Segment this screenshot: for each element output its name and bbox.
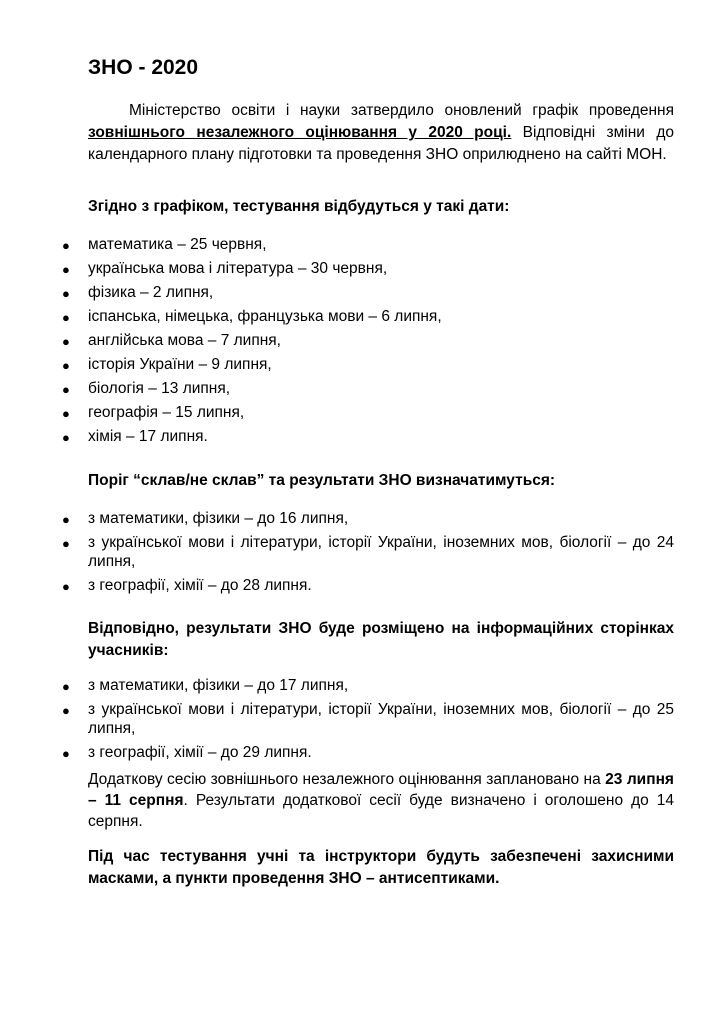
extra-session-text-end: . Результати додаткової сесії буде визначено і оголошено до 14 серпня. <box>88 792 674 830</box>
bullet-icon: ● <box>62 703 70 718</box>
bullet-icon: ● <box>62 512 70 527</box>
bullet-icon: ● <box>62 262 70 277</box>
safety-note: Під час тестування учні та інструктори будуть забезпечені захисними масками, а пункти проведення ЗНО – антисептиками. <box>88 848 674 887</box>
schedule-list <box>62 235 674 451</box>
list-item: ● українська мова і література – 30 червня, <box>62 259 674 278</box>
extra-session-paragraph <box>88 769 674 832</box>
list-item: ● історія України – 9 липня, <box>62 355 674 374</box>
list-item: ● біологія – 13 липня, <box>62 379 674 398</box>
list-item: ● з математики, фізики – до 16 липня, <box>62 509 674 528</box>
bullet-icon: ● <box>62 430 70 445</box>
list-item: ● математика – 25 червня, <box>62 235 674 254</box>
page-title: ЗНО - 2020 <box>88 56 199 79</box>
extra-session-dates: 23 липня – 11 серпня <box>88 771 674 809</box>
bullet-icon: ● <box>62 746 70 761</box>
bullet-icon: ● <box>62 238 70 253</box>
bullet-icon: ● <box>62 382 70 397</box>
results-list <box>62 676 674 767</box>
bullet-icon: ● <box>62 286 70 301</box>
bullet-icon: ● <box>62 334 70 349</box>
bullet-icon: ● <box>62 679 70 694</box>
intro-paragraph <box>88 100 674 166</box>
threshold-heading: Поріг “склав/не склав” та результати ЗНО визначатимуться: <box>88 472 556 489</box>
list-item: ● з географії, хімії – до 29 липня. <box>62 743 674 762</box>
list-item: ● географія – 15 липня, <box>62 403 674 422</box>
threshold-list <box>62 509 674 600</box>
list-item: ● фізика – 2 липня, <box>62 283 674 302</box>
list-item: ● з математики, фізики – до 17 липня, <box>62 676 674 695</box>
bullet-icon: ● <box>62 358 70 373</box>
intro-text-end: Відповідні зміни до календарного плану підготовки та проведення ЗНО оприлюднено на сайті МОН. <box>88 124 674 163</box>
zno-2020-link[interactable]: зовнішнього незалежного оцінювання у 2020 році. <box>88 124 512 141</box>
list-item: ● з української мови і літератури, історії України, іноземних мов, біології – до 24 липня, <box>62 534 674 570</box>
extra-session-text-start: Додаткову сесію зовнішнього незалежного оцінювання заплановано на <box>88 771 606 788</box>
list-item: ● хімія – 17 липня. <box>62 427 674 446</box>
results-heading: Відповідно, результати ЗНО буде розміщено на інформаційних сторінках учасників: <box>88 620 674 659</box>
bullet-icon: ● <box>62 579 70 594</box>
schedule-heading: Згідно з графіком, тестування відбудуться у такі дати: <box>88 198 510 215</box>
bullet-icon: ● <box>62 536 70 551</box>
list-item: ● з української мови і літератури, історії України, іноземних мов, біології – до 25 липня, <box>62 701 674 737</box>
list-item: ● з географії, хімії – до 28 липня. <box>62 576 674 595</box>
bullet-icon: ● <box>62 310 70 325</box>
list-item: ● англійська мова – 7 липня, <box>62 331 674 350</box>
bullet-icon: ● <box>62 406 70 421</box>
intro-text-start: Міністерство освіти і науки затвердило оновлений графік проведення <box>129 102 674 119</box>
list-item: ● іспанська, німецька, французька мови – 6 липня, <box>62 307 674 326</box>
